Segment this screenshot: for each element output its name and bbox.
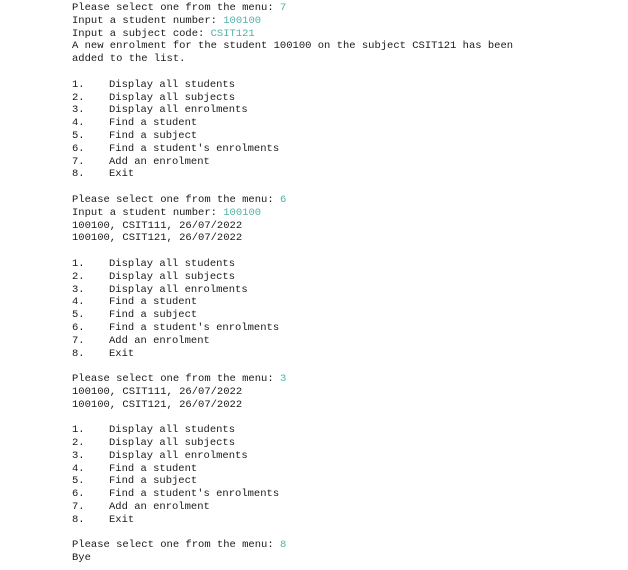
menu-item-label: Display all enrolments	[109, 449, 248, 462]
menu-item-label: Exit	[109, 168, 135, 181]
menu-item	[72, 335, 612, 348]
menu-item	[72, 475, 612, 488]
menu-item-number: 1.	[72, 257, 85, 270]
menu-item	[72, 79, 612, 92]
menu-item-label: Add an enrolment	[109, 334, 210, 347]
menu-item	[72, 322, 612, 335]
menu-item-label: Display all students	[109, 257, 236, 270]
menu-item	[72, 463, 612, 476]
output-text: 100100, CSIT121, 26/07/2022	[72, 232, 243, 245]
menu-item-label: Find a student	[109, 117, 198, 130]
user-input-value: 100100	[223, 206, 262, 219]
menu-item-number: 5.	[72, 309, 85, 322]
menu-item-number: 6.	[72, 142, 85, 155]
menu-item	[72, 296, 612, 309]
output-line	[72, 232, 612, 245]
menu-item-label: Exit	[109, 347, 135, 360]
menu-item	[72, 104, 612, 117]
menu-item-number: 8.	[72, 347, 85, 360]
menu-choice-input: 7	[279, 2, 287, 14]
input-line	[72, 207, 612, 220]
menu-item	[72, 168, 612, 181]
output-line	[72, 53, 612, 66]
menu-item-label: Find a student	[109, 462, 198, 475]
menu-prompt-line	[72, 539, 612, 552]
menu-item-label: Find a student's enrolments	[109, 321, 280, 334]
menu-item-number: 2.	[72, 91, 85, 104]
menu-item-label: Add an enrolment	[109, 501, 210, 514]
blank-line	[72, 527, 612, 540]
menu-item	[72, 258, 612, 271]
menu-item-label: Find a student's enrolments	[109, 142, 280, 155]
output-text: added to the list.	[72, 53, 186, 66]
menu-item-number: 3.	[72, 104, 85, 117]
menu-prompt: Please select one from the menu:	[72, 539, 280, 552]
input-label: Input a subject code:	[72, 27, 211, 40]
menu-item	[72, 143, 612, 156]
user-input-value: 100100	[223, 14, 262, 27]
output-text: 100100, CSIT111, 26/07/2022	[72, 219, 243, 232]
menu-prompt-line	[72, 373, 612, 386]
menu-item-label: Display all subjects	[109, 270, 236, 283]
output-text: Bye	[72, 552, 91, 565]
input-label: Input a student number:	[72, 206, 224, 219]
menu-item-number: 3.	[72, 283, 85, 296]
input-line	[72, 15, 612, 28]
menu-item-number: 3.	[72, 449, 85, 462]
console-output	[72, 2, 612, 565]
blank-line	[72, 412, 612, 425]
menu-item-label: Exit	[109, 513, 135, 526]
input-label: Input a student number:	[72, 14, 224, 27]
output-line	[72, 386, 612, 399]
menu-choice-input: 8	[279, 539, 287, 552]
menu-item-label: Display all enrolments	[109, 104, 248, 117]
menu-prompt: Please select one from the menu:	[72, 373, 280, 386]
menu-item	[72, 450, 612, 463]
menu-item	[72, 348, 612, 361]
menu-choice-input: 3	[279, 373, 287, 386]
menu-item-number: 8.	[72, 513, 85, 526]
output-line	[72, 220, 612, 233]
menu-item-number: 7.	[72, 334, 85, 347]
blank-line	[72, 66, 612, 79]
menu-item-label: Add an enrolment	[109, 155, 210, 168]
menu-item-number: 4.	[72, 296, 85, 309]
output-text: 100100, CSIT121, 26/07/2022	[72, 398, 243, 411]
menu-item-number: 5.	[72, 475, 85, 488]
blank-line	[72, 181, 612, 194]
menu-item-number: 8.	[72, 168, 85, 181]
menu-item-number: 7.	[72, 501, 85, 514]
menu-item-label: Display all students	[109, 78, 236, 91]
blank-line	[72, 245, 612, 258]
menu-item-number: 7.	[72, 155, 85, 168]
blank-line	[72, 360, 612, 373]
menu-item	[72, 424, 612, 437]
menu-item-label: Find a subject	[109, 475, 198, 488]
output-line	[72, 40, 612, 53]
output-text: A new enrolment for the student 100100 on the subject CSIT121 has been	[72, 40, 514, 53]
menu-item	[72, 514, 612, 527]
menu-prompt-line	[72, 2, 612, 15]
menu-item-label: Display all subjects	[109, 91, 236, 104]
menu-item-label: Find a student's enrolments	[109, 488, 280, 501]
menu-item	[72, 271, 612, 284]
menu-item	[72, 437, 612, 450]
menu-item-number: 5.	[72, 129, 85, 142]
menu-item-label: Display all students	[109, 424, 236, 437]
menu-item	[72, 284, 612, 297]
menu-item	[72, 488, 612, 501]
menu-item-label: Find a student	[109, 296, 198, 309]
input-line	[72, 28, 612, 41]
menu-item-label: Find a subject	[109, 129, 198, 142]
menu-item	[72, 501, 612, 514]
menu-choice-input: 6	[279, 193, 287, 206]
menu-prompt: Please select one from the menu:	[72, 2, 280, 14]
menu-item	[72, 130, 612, 143]
menu-item-number: 6.	[72, 321, 85, 334]
menu-item-number: 2.	[72, 270, 85, 283]
menu-prompt: Please select one from the menu:	[72, 193, 280, 206]
user-input-value: CSIT121	[210, 27, 255, 40]
menu-item	[72, 92, 612, 105]
menu-item	[72, 309, 612, 322]
menu-item-number: 2.	[72, 437, 85, 450]
output-line	[72, 552, 612, 565]
output-text: 100100, CSIT111, 26/07/2022	[72, 385, 243, 398]
menu-item-label: Find a subject	[109, 309, 198, 322]
menu-item-number: 4.	[72, 117, 85, 130]
menu-item	[72, 117, 612, 130]
menu-item-number: 1.	[72, 78, 85, 91]
menu-prompt-line	[72, 194, 612, 207]
menu-item-number: 6.	[72, 488, 85, 501]
menu-item-number: 4.	[72, 462, 85, 475]
menu-item-label: Display all enrolments	[109, 283, 248, 296]
output-line	[72, 399, 612, 412]
menu-item-label: Display all subjects	[109, 437, 236, 450]
menu-item	[72, 156, 612, 169]
menu-item-number: 1.	[72, 424, 85, 437]
